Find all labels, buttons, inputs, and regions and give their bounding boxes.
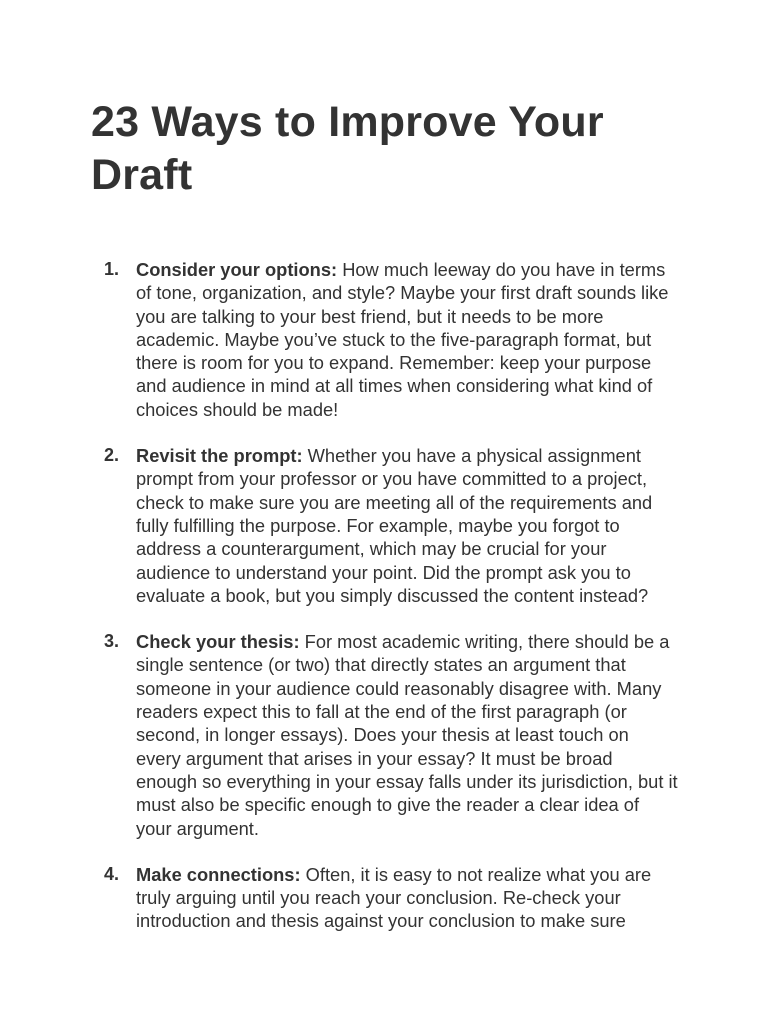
item-text: For most academic writing, there should be a single sentence (or two) that directly states an argument that someone in your audience could reasonably disagree with. Many readers expect this to fall at the end of the first paragraph (or second, in longer essays). Does your thesis at least touch on every argument that arises in your essay? It must be broad enough so everything in your essay falls under its jurisdiction, but it must also be specific enough to give the reader a clear idea of your argument.: [136, 631, 678, 839]
item-body: [136, 630, 678, 840]
list-item: [91, 258, 678, 421]
item-heading: Revisit the prompt:: [136, 445, 303, 467]
item-body: [136, 258, 678, 421]
item-heading: Check your thesis:: [136, 631, 300, 653]
item-text: How much leeway do you have in terms of tone, organization, and style? Maybe your first draft sounds like you are talking to your best friend, but it needs to be more academic. Maybe you’ve stuck to the five-paragraph format, but there is room for you to expand. Remember: keep your purpose and audience in mind at all times when considering what kind of choices should be made!: [136, 259, 669, 420]
item-number: 2.: [104, 445, 120, 466]
item-heading: Consider your options:: [136, 259, 338, 280]
item-text: Whether you have a physical assignment prompt from your professor or you have committed to a project, check to make sure you are meeting all of the requirements and fully fulfilling the purpose. For example, maybe you forgot to address a counterargument, which may be crucial for your audience to understand your point. Did the prompt ask you to evaluate a book, but you simply discussed the content instead?: [136, 445, 653, 606]
list-item: [91, 444, 678, 607]
tips-list: [91, 258, 678, 933]
item-text: Often, it is easy to not realize what you are truly arguing until you reach your conclusion. Re-check your introduction and thesis against your conclusion to make sure: [136, 863, 652, 932]
list-item: [91, 630, 678, 840]
item-heading: Make connections:: [136, 863, 301, 885]
item-number: 3.: [104, 631, 120, 652]
item-number: 1.: [104, 259, 120, 279]
page-title: 23 Ways to Improve Your Draft: [91, 98, 604, 199]
item-body: [136, 863, 678, 933]
item-number: 4.: [104, 863, 120, 884]
item-body: [136, 444, 678, 607]
list-item: [91, 863, 678, 933]
